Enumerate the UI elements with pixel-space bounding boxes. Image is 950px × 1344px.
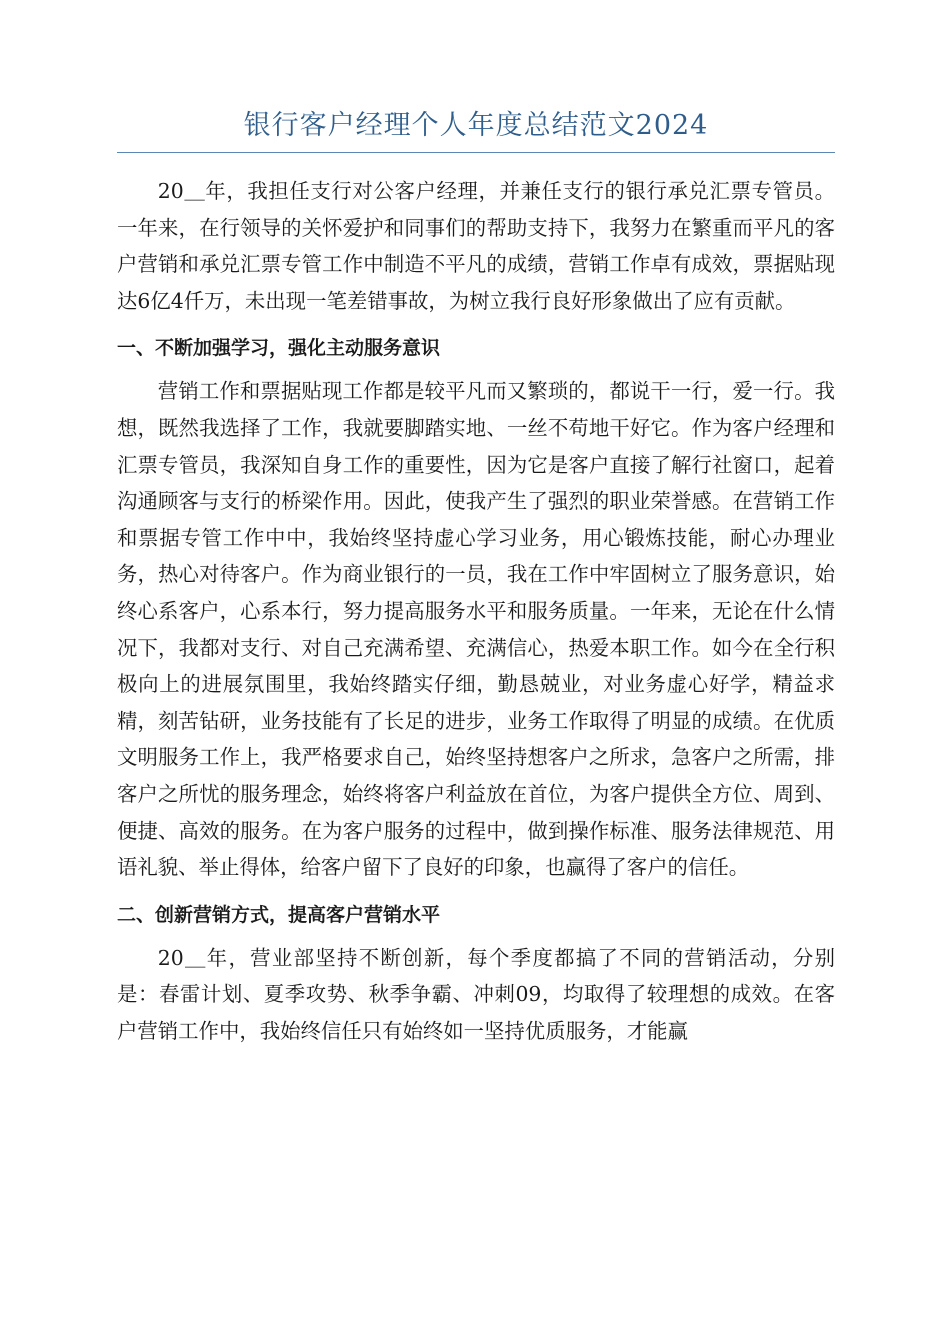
section-2-heading: 二、创新营销方式，提高客户营销水平	[117, 903, 441, 926]
section-1-heading: 一、不断加强学习，强化主动服务意识	[117, 337, 441, 360]
section-1-paragraph: 营销工作和票据贴现工作都是较平凡而又繁琐的，都说干一行，爱一行。我想，既然我选择了工作，我就要脚踏实地、一丝不苟地干好它。作为客户经理和汇票专管员，我深知自身工作的重要性，因为它是客户直接了解行社窗口，起着沟通顾客与支行的桥梁作用。因此，使我产生了强烈的职业荣誉感。在营销工作和票据专管工作中中，我始终坚持虚心学习业务，用心锻炼技能，耐心办理业务，热心对待客户。作为商业银行的一员，我在工作中牢固树立了服务意识，始终心系客户，心系本行，努力提高服务水平和服务质量。一年来，无论在什么情况下，我都对支行、对自己充满希望、充满信心，热爱本职工作。如今在全行积极向上的进展氛围里，我始终踏实仔细，勤恳兢业，对业务虚心好学，精益求精，刻苦钻研，业务技能有了长足的进步，业务工作取得了明显的成绩。在优质文明服务工作上，我严格要求自己，始终坚持想客户之所求，急客户之所需，排客户之所忧的服务理念，始终将客户利益放在首位，为客户提供全方位、周到、便捷、高效的服务。在为客户服务的过程中，做到操作标准、服务法律规范、用语礼貌、举止得体，给客户留下了良好的印象，也赢得了客户的信任。	[117, 379, 835, 880]
document-page	[117, 104, 835, 1049]
section-2-paragraph: 20＿年，营业部坚持不断创新，每个季度都搞了不同的营销活动，分别是：春雷计划、夏季攻势、秋季争霸、冲刺09，均取得了较理想的成效。在客户营销工作中，我始终信任只有始终如一坚持优质服务，才能赢	[117, 945, 835, 1043]
intro-paragraph: 20＿年，我担任支行对公客户经理，并兼任支行的银行承兑汇票专管员。一年来，在行领导的关怀爱护和同事们的帮助支持下，我努力在繁重而平凡的客户营销和承兑汇票专管工作中制造不平凡的成绩，营销工作卓有成效，票据贴现达6亿4仟万，未出现一笔差错事故，为树立我行良好形象做出了应有贡献。	[117, 179, 835, 313]
document-title: 银行客户经理个人年度总结范文2024	[117, 104, 835, 153]
